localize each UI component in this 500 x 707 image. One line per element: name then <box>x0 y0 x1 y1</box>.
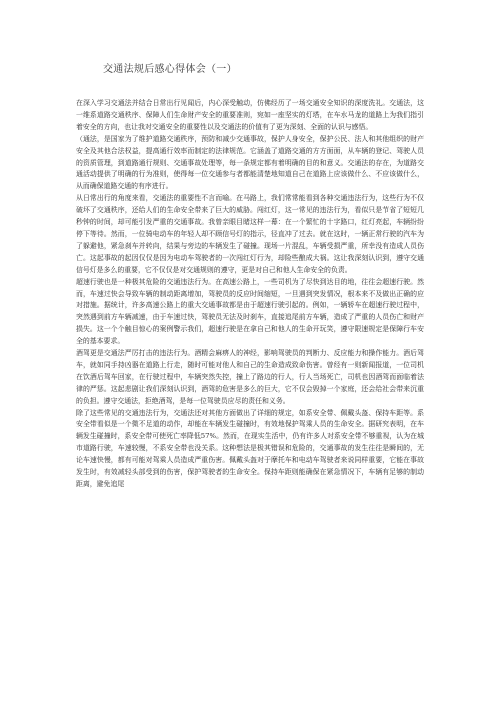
paragraph-drunk-driving: 酒驾更是交通法严厉打击的违法行为。酒精会麻痹人的神经，影响驾驶员的判断力、反应能力和操作能力。酒后驾车，就如同手持凶器在道路上行走，随时可能对他人和自己的生命造成致命伤害。曾经有一则新闻报道，一位司机在饮酒后驾车回家，在行驶过程中，车辆突然失控，撞上了路边的行人，行人当场死亡，司机也因酒驾而面临着法律的严惩。这起悲剧让我们深刻认识到，酒驾的危害是多么的巨大，它不仅会毁掉一个家庭，还会给社会带来沉重的负担。遵守交通法，拒绝酒驾，是每一位驾驶员应尽的责任和义务。 <box>76 349 424 405</box>
paragraph-red-light: 从日常出行的角度来看，交通法的重要性不言而喻。在马路上，我们常常能看到各种交通违法行为，这些行为不仅破坏了交通秩序，还给人们的生命安全带来了巨大的威胁。闯红灯，这一常见的违法行为，看似只是节省了短短几秒钟的时间，却可能引发严重的交通事故。我曾亲眼目睹这样一幕：在一个繁忙的十字路口，红灯亮起，车辆纷纷停下等待。然而，一位骑电动车的年轻人却不顾信号灯的指示，径直冲了过去。就在这时，一辆正常行驶的汽车为了躲避他，紧急刹车并转向，结果与旁边的车辆发生了碰撞。现场一片混乱，车辆受损严重，所幸没有造成人员伤亡。这起事故的起因仅仅是因为电动车驾驶者的一次闯红灯行为，却险些酿成大祸。这让我深刻认识到，遵守交通信号灯是多么的重要，它不仅仅是对交通规则的遵守，更是对自己和他人生命安全的负责。 <box>76 194 424 274</box>
paragraph-speeding: 超速行驶也是一种极其危险的交通违法行为。在高速公路上，一些司机为了尽快到达目的地，往往会超速行驶。然而，车速过快会导致车辆的制动距离增加，驾驶员的反应时间缩短，一旦遇到突发情况，根本来不及做出正确的应对措施。据统计，许多高速公路上的重大交通事故都是由于超速行驶引起的。例如，一辆轿车在超速行驶过程中，突然遇到前方车辆减速，由于车速过快，驾驶员无法及时刹车，直接追尾前方车辆，造成了严重的人员伤亡和财产损失。这一个个触目惊心的案例警示我们，超速行驶是在拿自己和他人的生命开玩笑，遵守限速规定是保障行车安全的基本要求。 <box>76 277 424 346</box>
paragraph-intro: 在深入学习交通法并结合日常出行见闻后，内心深受触动，仿佛经历了一场交通安全知识的深度洗礼。交通法，这一维系道路交通秩序、保障人们生命财产安全的重要准则，宛如一座坚实的灯塔，在车水马龙的道路上为我们指引着安全的方向，也让我对交通安全的重要性以及交通法的价值有了更为深刻、全面的认识与感悟。 <box>76 99 424 131</box>
document-body <box>76 98 424 491</box>
paragraph-other-rules: 除了这些常见的交通违法行为，交通法还对其他方面做出了详细的规定，如系安全带、佩戴头盔、保持车距等。系安全带看似是一个微不足道的动作，却能在车辆发生碰撞时，有效地保护驾乘人员的生命安全。据研究表明，在车辆发生碰撞时，系安全带可使死亡率降低57%。然而，在现实生活中，仍有许多人对系安全带不够重视，认为在城市道路行驶，车速较慢，不系安全带也没关系。这种想法是极其错误和危险的，交通事故的发生往往是瞬间的，无论车速快慢，都有可能对驾乘人员造成严重伤害。佩戴头盔对于摩托车和电动车驾驶者来说同样重要，它能在事故发生时，有效减轻头部受到的伤害，保护驾驶者的生命安全。保持车距则能确保在紧急情况下，车辆有足够的制动距离，避免追尾 <box>76 408 424 488</box>
paragraph-definition: （通法，是国家为了维护道路交通秩序，预防和减少交通事故，保护人身安全，保护公民、法人和其他组织的财产安全及其他合法权益，提高通行效率而制定的法律规范。它涵盖了道路交通的方方面面，从车辆的登记、驾驶人员的资质管理，到道路通行规则、交通事故处理等，每一条规定都有着明确的目的和意义。交通法的存在，为道路交通活动提供了明确的行为准则，使得每一位交通参与者都能清楚地知道自己在道路上应该做什么、不应该做什么，从而确保道路交通的有序进行。 <box>76 134 424 191</box>
document-title: 交通法规后感心得体会（一） <box>103 64 237 75</box>
